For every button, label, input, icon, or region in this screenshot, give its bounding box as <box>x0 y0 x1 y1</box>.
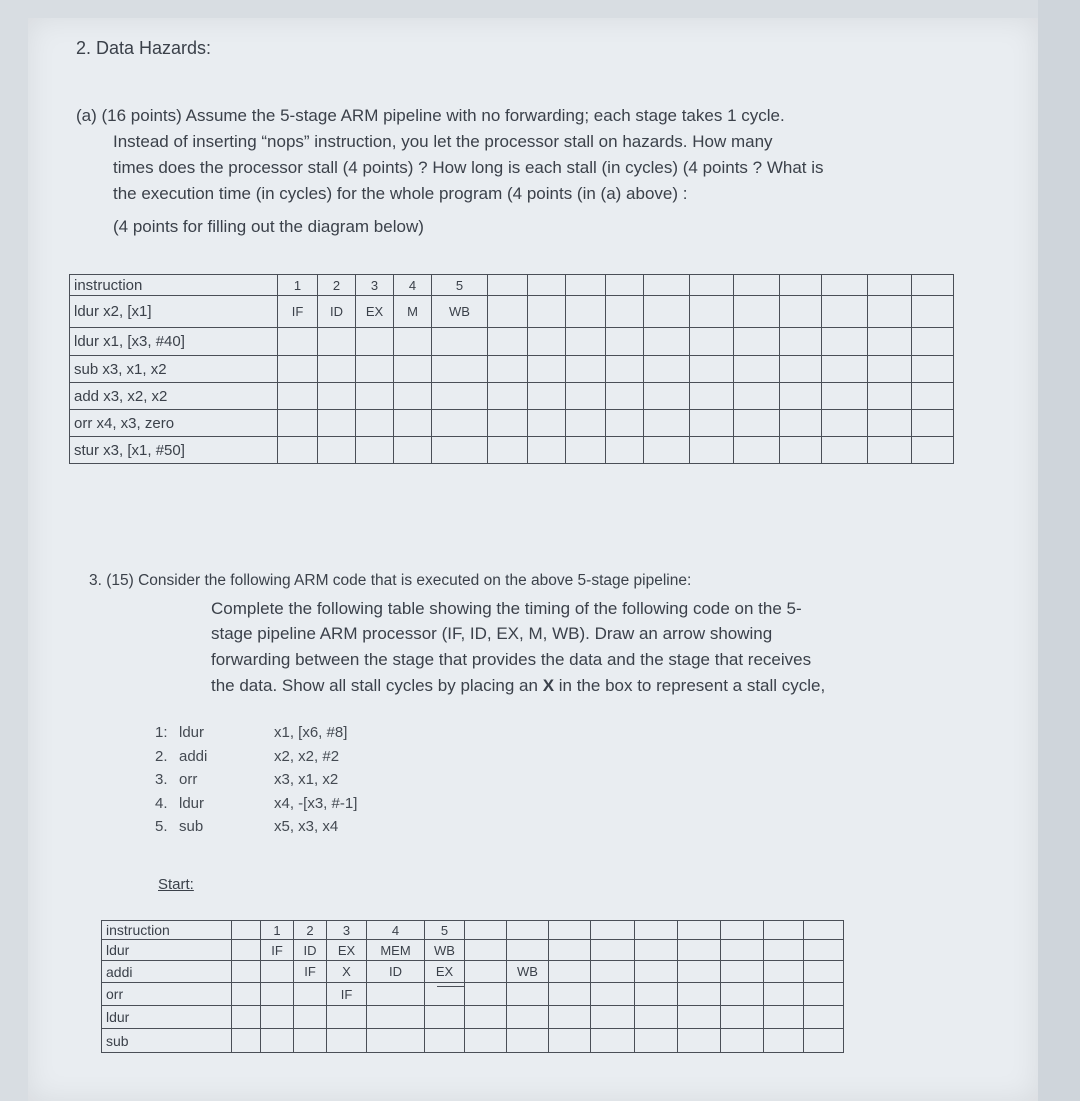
q2-stage-wb: WB <box>432 296 488 328</box>
q2-stage-ex: EX <box>356 296 394 328</box>
code-line: 1: ldur x1, [x6, #8] <box>155 724 348 741</box>
table-row <box>102 1029 844 1053</box>
q2-part-a-line-2: Instead of inserting “nops” instruction, you let the processor stall on hazards. How many <box>113 132 773 151</box>
q2-cycle-1: 1 <box>278 275 318 296</box>
q3-stage-id: ID <box>294 940 327 961</box>
q3-row-instr: sub <box>102 1029 232 1053</box>
table-row <box>70 328 954 356</box>
q2-stage-m: M <box>394 296 432 328</box>
table-row <box>102 983 844 1006</box>
q3-code-listing <box>155 721 357 839</box>
q2-stage-id: ID <box>318 296 356 328</box>
q3-cycle-3: 3 <box>327 921 367 940</box>
code-line: 2. addi x2, x2, #2 <box>155 747 340 765</box>
q3-cycle-4: 4 <box>367 921 425 940</box>
code-line: 3. orr x3, x1, x2 <box>155 771 339 788</box>
q3-cycle-5: 5 <box>425 921 465 940</box>
q2-title: 2. Data Hazards: <box>76 38 212 58</box>
stall-x-mark: X <box>327 961 367 983</box>
q3-stage-ex: EX <box>425 961 465 983</box>
q3-body-line-1: Complete the following table showing the timing of the following code on the 5- <box>211 599 802 618</box>
code-line: 5. sub x5, x3, x4 <box>155 818 339 835</box>
q3-intro: 3. (15) Consider the following ARM code that is executed on the above 5-stage pipeline: <box>89 572 692 589</box>
q3-row-instr: orr <box>102 983 232 1006</box>
q3-row-instr: ldur <box>102 940 232 961</box>
q2-part-a-line-5: (4 points for filling out the diagram below) <box>113 217 424 236</box>
stall-x-glyph: X <box>542 676 555 695</box>
q2-row-instr: ldur x1, [x3, #40] <box>70 328 278 356</box>
q3-stage-if: IF <box>294 961 327 983</box>
q2-cycle-3: 3 <box>356 275 394 296</box>
q3-stage-mem: MEM <box>367 940 425 961</box>
q3-row-instr: ldur <box>102 1006 232 1029</box>
q3-cycle-2: 2 <box>294 921 327 940</box>
q2-header-label: instruction <box>70 275 278 296</box>
q2-row-instr: sub x3, x1, x2 <box>70 356 278 383</box>
q2-pipeline-table <box>69 274 954 464</box>
q2-stage-if: IF <box>278 296 318 328</box>
q3-pipeline-table <box>101 920 844 1053</box>
code-line: 4. ldur x4, -[x3, #-1] <box>155 794 358 812</box>
q3-body-line-2: stage pipeline ARM processor (IF, ID, EX, M, WB). Draw an arrow showing <box>211 624 773 643</box>
q3-body-line-3: forwarding between the stage that provides the data and the stage that receives <box>211 650 812 669</box>
q2-part-a-line-1: (a) (16 points) Assume the 5-stage ARM pipeline with no forwarding; each stage takes 1 cycle. <box>76 106 785 125</box>
table-row <box>102 1006 844 1029</box>
q2-part-a-line-4: the execution time (in cycles) for the whole program (4 points (in (a) above) : <box>113 184 688 203</box>
q2-row-instr: stur x3, [x1, #50] <box>70 437 278 464</box>
q3-cycle-1: 1 <box>261 921 294 940</box>
table-row <box>70 383 954 410</box>
page-edge-shadow <box>1038 0 1080 1101</box>
q2-row-instr: orr x4, x3, zero <box>70 410 278 437</box>
handwritten-dash <box>437 986 465 987</box>
q3-stage-if: IF <box>261 940 294 961</box>
q3-header-label: instruction <box>102 921 232 940</box>
q2-part-a-line-3: times does the processor stall (4 points) ? How long is each stall (in cycles) (4 points ? What is <box>113 158 824 177</box>
q2-header-row <box>70 275 954 296</box>
q3-start-label: Start: <box>158 876 194 893</box>
q2-row-instr: add x3, x2, x2 <box>70 383 278 410</box>
table-row <box>102 940 844 961</box>
table-row <box>70 296 954 328</box>
q2-row-instr: ldur x2, [x1] <box>70 296 278 328</box>
q3-header-row <box>102 921 844 940</box>
q3-stage-ex: EX <box>327 940 367 961</box>
table-row <box>70 437 954 464</box>
table-row <box>70 356 954 383</box>
q3-body-line-4: the data. Show all stall cycles by placing an X in the box to represent a stall cycle, <box>211 676 826 695</box>
q2-cycle-4: 4 <box>394 275 432 296</box>
q2-cycle-2: 2 <box>318 275 356 296</box>
q3-stage-if: IF <box>327 983 367 1006</box>
table-row <box>102 961 844 983</box>
table-row <box>70 410 954 437</box>
q3-stage-id: ID <box>367 961 425 983</box>
q3-stage-wb: WB <box>507 961 549 983</box>
q3-row-instr: addi <box>102 961 232 983</box>
q2-cycle-5: 5 <box>432 275 488 296</box>
q3-stage-wb: WB <box>425 940 465 961</box>
